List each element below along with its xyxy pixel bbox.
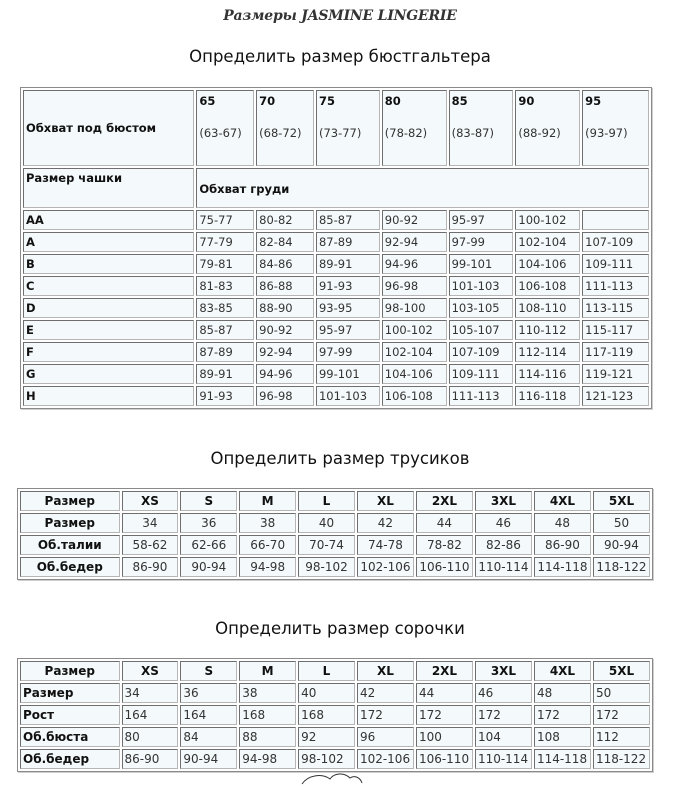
bust-range-cell: 90-92 — [256, 320, 314, 340]
bust-range-cell: 97-99 — [316, 342, 380, 362]
header-row — [20, 491, 650, 511]
band-cell — [449, 90, 514, 166]
value-cell: 78-82 — [416, 535, 473, 555]
cup-size-label: Размер чашки — [23, 168, 194, 208]
size-header-cell: M — [239, 491, 296, 511]
row-label-cell: Размер — [20, 683, 120, 703]
size-header-cell: 3XL — [475, 491, 532, 511]
value-cell: 92 — [298, 727, 355, 747]
bra-row — [23, 232, 649, 252]
value-cell: 44 — [416, 683, 473, 703]
row-label-cell: Рост — [20, 705, 120, 725]
bust-range-cell: 121-123 — [582, 386, 649, 406]
size-header-cell: 4XL — [534, 661, 591, 681]
chemise-size-table — [17, 658, 653, 772]
cup-size-cell: B — [23, 254, 194, 274]
bust-range-cell: 94-96 — [382, 254, 447, 274]
bust-range-cell: 85-87 — [316, 210, 380, 230]
cup-size-cell: G — [23, 364, 194, 384]
bust-range-cell: 104-106 — [382, 364, 447, 384]
bust-range-cell: 106-108 — [382, 386, 447, 406]
size-header-cell: L — [298, 491, 355, 511]
row-label-cell: Об.бедер — [20, 749, 120, 769]
table-row — [20, 557, 650, 577]
value-cell: 118-122 — [593, 557, 650, 577]
value-cell: 44 — [416, 513, 473, 533]
cup-size-cell: F — [23, 342, 194, 362]
header-label-cell: Размер — [20, 661, 120, 681]
bust-range-cell: 79-81 — [196, 254, 254, 274]
panties-size-table — [17, 488, 653, 580]
bust-range-cell: 100-102 — [515, 210, 580, 230]
bust-range-cell: 101-103 — [449, 276, 514, 296]
value-cell: 36 — [180, 683, 237, 703]
value-cell: 34 — [122, 513, 179, 533]
value-cell: 114-118 — [534, 749, 591, 769]
bust-range-cell: 85-87 — [196, 320, 254, 340]
size-header-cell: 3XL — [475, 661, 532, 681]
bust-range-cell: 86-88 — [256, 276, 314, 296]
size-header-cell: XL — [357, 661, 414, 681]
size-header-cell: S — [180, 491, 237, 511]
value-cell: 106-110 — [416, 749, 473, 769]
brand-title: Размеры JASMINE LINGERIE — [223, 8, 457, 24]
value-cell: 172 — [593, 705, 650, 725]
band-cell — [316, 90, 380, 166]
bust-range-cell: 102-104 — [515, 232, 580, 252]
value-cell: 40 — [298, 513, 355, 533]
band-range: (73-77) — [318, 126, 362, 140]
size-header-cell: 2XL — [416, 491, 473, 511]
band-cell — [256, 90, 314, 166]
value-cell: 50 — [593, 683, 650, 703]
value-cell: 86-90 — [122, 557, 179, 577]
value-cell: 164 — [122, 705, 179, 725]
bust-range-cell: 111-113 — [449, 386, 514, 406]
bust-range-cell: 82-84 — [256, 232, 314, 252]
bust-range-cell: 116-118 — [515, 386, 580, 406]
value-cell: 98-102 — [298, 557, 355, 577]
value-cell: 168 — [239, 705, 296, 725]
value-cell: 34 — [122, 683, 179, 703]
value-cell: 90-94 — [180, 749, 237, 769]
value-cell: 112 — [593, 727, 650, 747]
bust-range-cell: 99-101 — [449, 254, 514, 274]
bust-range-cell: 89-91 — [316, 254, 380, 274]
value-cell: 94-98 — [239, 557, 296, 577]
value-cell: 58-62 — [122, 535, 179, 555]
bust-range-cell: 115-117 — [582, 320, 649, 340]
panties-section-title: Определить размер трусиков — [210, 449, 470, 468]
decorative-flourish-icon — [300, 773, 364, 785]
cup-size-cell: D — [23, 298, 194, 318]
bust-range-cell: 91-93 — [316, 276, 380, 296]
value-cell: 84 — [180, 727, 237, 747]
bust-range-cell: 95-97 — [449, 210, 514, 230]
bust-range-cell: 88-90 — [256, 298, 314, 318]
bust-range-cell: 84-86 — [256, 254, 314, 274]
bust-range-cell: 92-94 — [256, 342, 314, 362]
bust-range-cell: 89-91 — [196, 364, 254, 384]
cup-size-cell: C — [23, 276, 194, 296]
value-cell: 90-94 — [593, 535, 650, 555]
bust-range-cell: 96-98 — [256, 386, 314, 406]
size-header-cell: XS — [122, 661, 179, 681]
band-cell — [196, 90, 254, 166]
value-cell: 86-90 — [122, 749, 179, 769]
bra-row — [23, 210, 649, 230]
bust-range-cell: 87-89 — [196, 342, 254, 362]
bust-range-cell: 75-77 — [196, 210, 254, 230]
table-row — [20, 705, 650, 725]
bra-row — [23, 364, 649, 384]
value-cell: 38 — [239, 513, 296, 533]
value-cell: 86-90 — [534, 535, 591, 555]
value-cell: 36 — [180, 513, 237, 533]
header-label-cell: Размер — [20, 491, 120, 511]
bust-range-cell: 77-79 — [196, 232, 254, 252]
bust-range-cell: 99-101 — [316, 364, 380, 384]
bra-row — [23, 386, 649, 406]
value-cell: 88 — [239, 727, 296, 747]
bust-range-cell: 95-97 — [316, 320, 380, 340]
bust-range-cell: 109-111 — [582, 254, 649, 274]
bust-range-cell — [582, 210, 649, 230]
band-range: (63-67) — [199, 126, 242, 140]
size-header-cell: 5XL — [593, 661, 650, 681]
bra-size-table — [20, 87, 652, 409]
band-cell — [515, 90, 580, 166]
value-cell: 172 — [416, 705, 473, 725]
bust-range-cell: 96-98 — [382, 276, 447, 296]
bust-range-cell: 102-104 — [382, 342, 447, 362]
bust-range-cell: 90-92 — [382, 210, 447, 230]
size-header-cell: XS — [122, 491, 179, 511]
bust-range-cell: 112-114 — [515, 342, 580, 362]
row-label-cell: Об.бедер — [20, 557, 120, 577]
value-cell: 48 — [534, 683, 591, 703]
size-header-cell: 4XL — [534, 491, 591, 511]
value-cell: 102-106 — [357, 749, 414, 769]
bust-range-cell: 109-111 — [449, 364, 514, 384]
value-cell: 42 — [357, 683, 414, 703]
value-cell: 96 — [357, 727, 414, 747]
chemise-section-title: Определить размер сорочки — [215, 619, 465, 638]
value-cell: 48 — [534, 513, 591, 533]
bust-range-cell: 107-109 — [582, 232, 649, 252]
value-cell: 172 — [534, 705, 591, 725]
value-cell: 90-94 — [180, 557, 237, 577]
value-cell: 50 — [593, 513, 650, 533]
table-row — [20, 749, 650, 769]
bust-range-cell: 107-109 — [449, 342, 514, 362]
value-cell: 46 — [475, 683, 532, 703]
value-cell: 100 — [416, 727, 473, 747]
bra-row — [23, 320, 649, 340]
size-header-cell: M — [239, 661, 296, 681]
table-row — [20, 513, 650, 533]
bust-range-cell: 108-110 — [515, 298, 580, 318]
value-cell: 46 — [475, 513, 532, 533]
bra-section-title: Определить размер бюстгальтера — [189, 47, 491, 66]
value-cell: 118-122 — [593, 749, 650, 769]
bra-row — [23, 342, 649, 362]
band-range: (88-92) — [518, 126, 561, 140]
header-row — [20, 661, 650, 681]
row-label-cell: Об.талии — [20, 535, 120, 555]
value-cell: 172 — [357, 705, 414, 725]
table-row — [20, 535, 650, 555]
value-cell: 110-114 — [475, 749, 532, 769]
cup-size-cell: E — [23, 320, 194, 340]
bust-range-cell: 114-116 — [515, 364, 580, 384]
bust-range-cell: 100-102 — [382, 320, 447, 340]
value-cell: 82-86 — [475, 535, 532, 555]
value-cell: 66-70 — [239, 535, 296, 555]
row-label-cell: Об.бюста — [20, 727, 120, 747]
band-size: 90 — [518, 94, 535, 108]
bust-range-cell: 91-93 — [196, 386, 254, 406]
bust-range-cell: 111-113 — [582, 276, 649, 296]
bust-range-cell: 105-107 — [449, 320, 514, 340]
value-cell: 168 — [298, 705, 355, 725]
band-range: (78-82) — [384, 126, 428, 140]
bust-range-cell: 97-99 — [449, 232, 514, 252]
value-cell: 98-102 — [298, 749, 355, 769]
bust-range-cell: 110-112 — [515, 320, 580, 340]
bust-range-cell: 117-119 — [582, 342, 649, 362]
band-size: 65 — [199, 94, 216, 108]
bust-range-cell: 81-83 — [196, 276, 254, 296]
bra-header-row — [23, 90, 649, 166]
bust-range-cell: 113-115 — [582, 298, 649, 318]
bust-range-cell: 80-82 — [256, 210, 314, 230]
band-size: 95 — [585, 94, 602, 108]
cup-size-cell: A — [23, 232, 194, 252]
band-size: 80 — [384, 94, 401, 108]
cup-size-cell: H — [23, 386, 194, 406]
bust-range-cell: 104-106 — [515, 254, 580, 274]
band-range: (83-87) — [451, 126, 494, 140]
size-header-cell: XL — [357, 491, 414, 511]
bust-range-cell: 119-121 — [582, 364, 649, 384]
band-range: (68-72) — [259, 126, 302, 140]
band-size: 70 — [259, 94, 276, 108]
bust-range-cell: 101-103 — [316, 386, 380, 406]
bra-row — [23, 276, 649, 296]
table-row — [20, 683, 650, 703]
size-header-cell: L — [298, 661, 355, 681]
underbust-label: Обхват под бюстом — [23, 90, 194, 166]
value-cell: 94-98 — [239, 749, 296, 769]
value-cell: 80 — [122, 727, 179, 747]
bust-range-cell: 83-85 — [196, 298, 254, 318]
value-cell: 40 — [298, 683, 355, 703]
band-size: 85 — [451, 94, 468, 108]
bra-row — [23, 254, 649, 274]
value-cell: 172 — [475, 705, 532, 725]
cup-size-cell: AA — [23, 210, 194, 230]
bust-range-cell: 94-96 — [256, 364, 314, 384]
value-cell: 74-78 — [357, 535, 414, 555]
bust-range-cell: 98-100 — [382, 298, 447, 318]
value-cell: 114-118 — [534, 557, 591, 577]
size-header-cell: S — [180, 661, 237, 681]
value-cell: 106-110 — [416, 557, 473, 577]
value-cell: 42 — [357, 513, 414, 533]
size-header-cell: 5XL — [593, 491, 650, 511]
band-range: (93-97) — [585, 126, 628, 140]
value-cell: 164 — [180, 705, 237, 725]
size-header-cell: 2XL — [416, 661, 473, 681]
bra-subheader-row — [23, 168, 649, 208]
bust-range-cell: 103-105 — [449, 298, 514, 318]
value-cell: 102-106 — [357, 557, 414, 577]
bust-range-cell: 93-95 — [316, 298, 380, 318]
bust-range-cell: 87-89 — [316, 232, 380, 252]
bust-label: Обхват груди — [196, 168, 649, 208]
band-size: 75 — [318, 94, 335, 108]
bra-row — [23, 298, 649, 318]
value-cell: 62-66 — [180, 535, 237, 555]
value-cell: 108 — [534, 727, 591, 747]
table-row — [20, 727, 650, 747]
bust-range-cell: 106-108 — [515, 276, 580, 296]
row-label-cell: Размер — [20, 513, 120, 533]
band-cell — [582, 90, 649, 166]
bust-range-cell: 92-94 — [382, 232, 447, 252]
value-cell: 38 — [239, 683, 296, 703]
band-cell — [382, 90, 447, 166]
value-cell: 110-114 — [475, 557, 532, 577]
value-cell: 70-74 — [298, 535, 355, 555]
value-cell: 104 — [475, 727, 532, 747]
